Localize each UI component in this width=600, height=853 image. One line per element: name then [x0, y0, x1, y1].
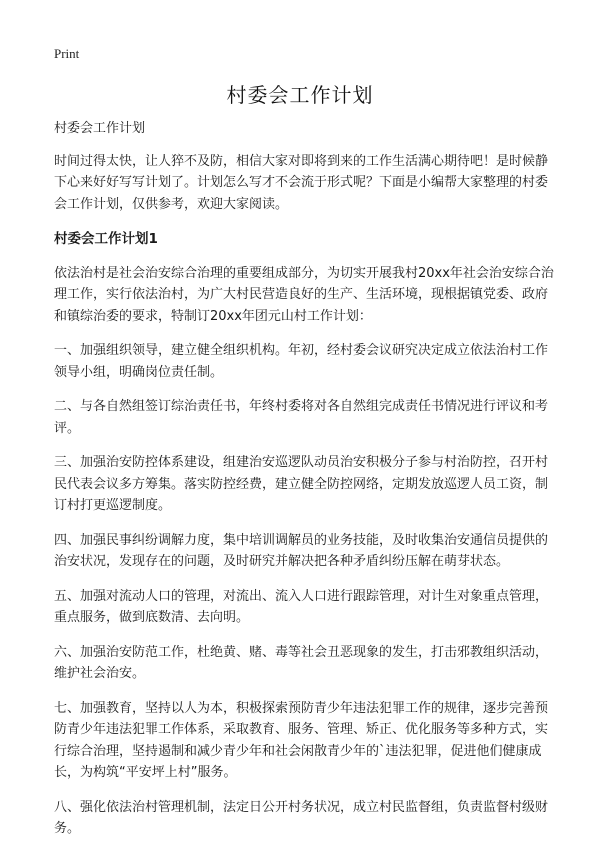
document-body: [54, 118, 560, 853]
body-paragraph: 八、强化依法治村管理机制，法定日公开村务状况，成立村民监督组，负责监督村级财务。: [54, 799, 549, 836]
body-paragraph: 五、加强对流动人口的管理，对流出、流入人口进行跟踪管理，对计生对象重点管理，重点服务，做到底数清、去向明。: [54, 588, 549, 625]
body-paragraph: 三、加强治安防控体系建设，组建治安巡逻队动员治安积极分子参与村治防控，召开村民代表会议多方筹集。落实防控经费，建立健全防控网络，定期发放巡逻人员工资，制订村打更巡逻制度。: [54, 455, 549, 513]
print-link[interactable]: Print: [54, 46, 80, 61]
page-title: 村委会工作计划: [226, 83, 374, 107]
body-paragraph: 依法治村是社会治安综合治理的重要组成部分，为切实开展我村20xx年社会治安综合治理工作，实行依法治村，为广大村民营造良好的生产、生活环境，现根据镇党委、政府和镇综治委的要求，特制订20xx年团元山村工作计划：: [54, 265, 554, 324]
body-paragraph: 一、加强组织领导，建立健全组织机构。年初，经村委会议研究决定成立依法治村工作领导小组，明确岗位责任制。: [54, 343, 549, 380]
intro-paragraph: 时间过得太快，让人猝不及防，相信大家对即将到来的工作生活满心期待吧！是时候静下心来好好写写计划了。计划怎么写才不会流于形式呢？下面是小编帮大家整理的村委会工作计划，仅供参考，欢迎大家阅读。: [54, 153, 549, 212]
section-heading: 村委会工作计划1: [54, 231, 158, 247]
document-subtitle: 村委会工作计划: [54, 121, 146, 136]
body-paragraph: 七、加强教育，坚持以人为本，积极探索预防青少年违法犯罪工作的规律，逐步完善预防青少年违法犯罪工作体系，采取教育、服务、管理、矫正、优化服务等多种方式，实行综合治理，坚持遏制和减少青少年和社会闲散青少年的`违法犯罪，促进他们健康成长，为构筑“平安坪上村”服务。: [54, 700, 549, 780]
body-paragraph: 四、加强民事纠纷调解力度，集中培训调解员的业务技能，及时收集治安通信员提供的治安状况，发现存在的问题，及时研究并解决把各种矛盾纠纷压解在萌芽状态。: [54, 532, 549, 569]
body-paragraph: 二、与各自然组签订综治责任书，年终村委将对各自然组完成责任书情况进行评议和考评。: [54, 399, 549, 436]
body-paragraph: 六、加强治安防范工作，杜绝黄、赌、毒等社会丑恶现象的发生，打击邪教组织活动，维护社会治安。: [54, 644, 549, 681]
